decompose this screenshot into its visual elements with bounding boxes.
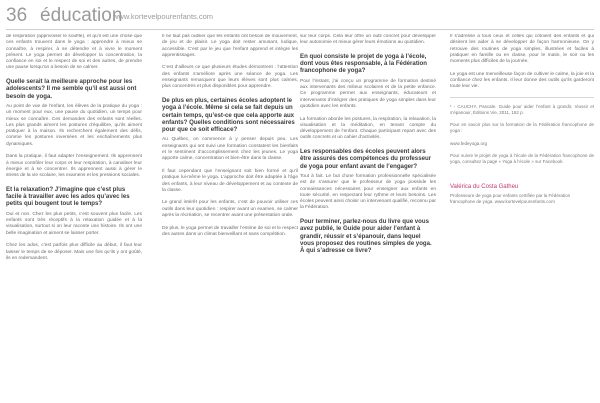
article-column-4 bbox=[450, 34, 594, 403]
article-column-1 bbox=[6, 34, 142, 403]
paragraph: Au point de vue de l’enfant, les élèves de la pratique du yoga : un moment pour eux, une pause du quotidien, un temps pour mieux se connaître. Ces demandes des enfants sont réelles. Les plus grands aiment les postures d’équilibre, qu’ils aiment pratiquer à la maison. Ils recherchent également des défis, comme les postures inversées et les enchaînements plus dynamiques. bbox=[6, 103, 142, 147]
question-heading: Pour terminer, parlez-nous du livre que vous avez publié, le Guide pour aider l’enfant à grandir, réussir et s’épanouir, dans lequel vous proposez des routines simples de yoga. À qui s’adresse ce livre? bbox=[300, 218, 432, 255]
paragraph: Dans la pratique, il faut adapter l’enseignement. Ils apprennent à mieux contrôler leur corps et leur respiration, à canaliser leur énergie et à se concentrer. Ils apprennent aussi à gérer le stress de la vie scolaire, les examens et les pressions sociales. bbox=[6, 154, 142, 179]
header-divider bbox=[6, 29, 594, 30]
question-heading: De plus en plus, certaines écoles adoptent le yoga à l’école. Même si cela se fait depuis un certain temps, qu’est-ce que cela apporte aux enfants? Quelles conditions sont nécessaires pour que ce soit efficace? bbox=[162, 96, 295, 134]
article-column-2 bbox=[162, 34, 298, 403]
paragraph: Au Québec, on commence à y penser depuis peu. Les enseignants qui ont suivi une formation constatent les bienfaits et le sentiment d’accomplissement chez les jeunes. Le yoga apporte calme, concentration et bien-être dans la classe. bbox=[162, 137, 298, 162]
paragraph: Il ne faut pas oublier que les enfants ont besoin de mouvement, de jeu et de plaisir. Le yoga doit rester amusant, ludique, accessible. C’est par le jeu que l’enfant apprend et intègre les apprentissages. bbox=[162, 34, 298, 58]
paragraph: La formation aborde les postures, la respiration, la relaxation, la visualisation et la méditation, en tenant compte du développement de l’enfant. Chaque participant repart avec des outils concrets et un cahier d’activités. bbox=[300, 116, 436, 141]
page-header bbox=[0, 0, 600, 32]
footnote-text: Pour suivre le projet de yoga à l’école de la Fédération francophone de yoga, consultez la page « Yoga à l’école » sur Facebook. bbox=[450, 152, 594, 164]
paragraph: Le grand intérêt pour les enfants, c’est de pouvoir utiliser ces outils dans leur quotidien : respirer avant un examen, se calmer après la récréation, se recentrer avant une présentation orale. bbox=[162, 200, 298, 219]
paragraph: De plus, le yoga permet de travailler l’estime de soi et le respect des autres dans un climat bienveillant et sans compétition. bbox=[162, 225, 298, 237]
author-box bbox=[450, 183, 594, 205]
question-heading: Et la relaxation? J’imagine que c’est plus facile à travailler avec les ados qu’avec les petits qui bougent tout le temps? bbox=[6, 185, 130, 208]
paragraph: Pour l’instant, j’ai conçu un programme de formation destiné aux intervenants des milieux scolaires et de la petite enfance. Ce programme permet aux enseignants, éducateurs et intervenants d’intégrer des pratiques de yoga simples dans leur quotidien avec les enfants. bbox=[300, 78, 436, 109]
question-heading: Quelle serait la meilleure approche pour les adolescents? Il me semble qu’il est aussi ont besoin de yoga. bbox=[6, 78, 137, 100]
paragraph: de respiration (apprivoiser le souffle), et qu’il est une chose que ces enfants trouvent dans le yoga : apprendre à mieux se connaître, à respirer, à se détendre et à vivre le moment présent. Le yoga permet de développer la concentration, la confiance en soi et le respect de soi et des autres, de prendre une pause lorsqu’on a besoin de se calmer. bbox=[6, 34, 142, 71]
paragraph: sur leur corps. Cela leur offre un outil concret pour développer leur autonomie et mieux gérer leurs émotions au quotidien. bbox=[300, 34, 436, 46]
footnote-divider bbox=[450, 97, 594, 98]
paragraph: Tout à fait. Le but d’une formation professionnelle spécialisée est de s’assurer que le professeur de yoga possède les connaissances nécessaires pour enseigner aux enfants en toute sécurité, en respectant leur rythme et leurs besoins. Les écoles peuvent ainsi choisir un intervenant qualifié, reconnu par la Fédération. bbox=[300, 173, 436, 211]
footnote-text: www.fedeyoga.org bbox=[450, 140, 488, 146]
paragraph: Le yoga est une merveilleuse façon de cultiver le calme, la joie et la confiance chez les enfants. Il leur donne des outils qu’ils garderont toute leur vie. bbox=[450, 71, 594, 90]
author-name: Valérica du Costa Gatheu bbox=[450, 183, 519, 190]
question-heading: Les responsables des écoles peuvent alors être assurés des compétences du professeur de yoga pour enfant avant de l’engager? bbox=[300, 148, 432, 170]
author-bio: Professeure de yoga pour enfants certifiée par la Fédération francophone de yoga. www.kortevelpourenfants.com bbox=[450, 192, 571, 204]
footnote-text: ¹ - CAUCHY, Pascale. Guide pour aider l’enfant à grandir, réussir et s’épanouir, Éditions Vie, 2011, 152 p. bbox=[450, 103, 594, 115]
section-title: éducation bbox=[40, 5, 123, 26]
page-number: 36 bbox=[6, 5, 28, 26]
paragraph: Il s’adresse à tous ceux et celles qui côtoient des enfants et qui désirent les aider à se développer de façon harmonieuse. On y retrouve des routines de yoga simples, illustrées et faciles à pratiquer en famille ou en classe, pour le matin, le soir ou les moments plus difficiles de la journée. bbox=[450, 34, 594, 65]
paragraph: Oui et non. Chez les plus petits, c’est souvent plus facile. Les enfants sont très réceptifs à la relaxation guidée et à la visualisation, surtout si on leur raconte une histoire. Ils ont une belle imagination et aiment se laisser porter. bbox=[6, 211, 142, 236]
question-heading: En quoi consiste le projet de yoga à l’école, dont vous êtes responsable, à la Fédération francophone de yoga? bbox=[300, 52, 427, 75]
paragraph: Il faut cependant que l’enseignant soit bien formé et qu’il pratique lui-même le yoga. L’approche doit être adaptée à l’âge des enfants, à leur niveau de développement et au contexte de la classe. bbox=[162, 168, 298, 193]
paragraph: Chez les ados, c’est parfois plus difficile au début, il faut leur laisser le temps de se déposer. Mais une fois qu’ils y ont goûté, ils en redemandent. bbox=[6, 243, 142, 261]
website-link[interactable]: www.kortevelpourenfants.com bbox=[113, 12, 214, 21]
article-column-3 bbox=[300, 34, 436, 403]
paragraph: C’est d’ailleurs ce que plusieurs études démontrent : l’attention des enfants s’améliore après une séance de yoga. Les enseignants remarquent que leurs élèves sont plus calmes, plus concentrés et plus disponibles pour apprendre. bbox=[162, 65, 298, 90]
footnote-text: Pour en savoir plus sur la formation de la Fédération francophone de yoga : bbox=[450, 122, 594, 134]
